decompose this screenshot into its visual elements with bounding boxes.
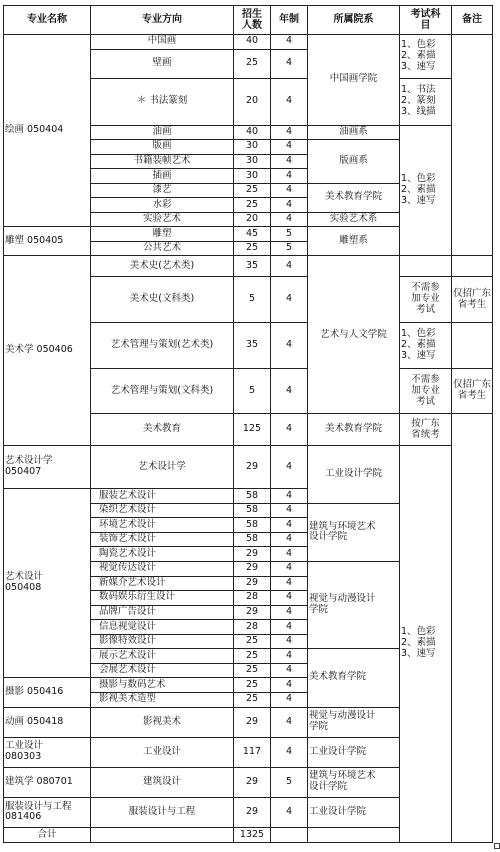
header-row — [4, 6, 493, 35]
direction-cell: 服装艺术设计 — [91, 489, 234, 504]
years-cell: 4 — [271, 663, 308, 678]
note-cell — [452, 35, 493, 256]
note-cell — [452, 256, 493, 277]
direction-cell: 信息视觉设计 — [91, 620, 234, 635]
enroll-cell: 40 — [234, 125, 271, 140]
direction-cell: 实验艺术 — [91, 212, 234, 227]
exam-cell: 不需参 加专业 考试 — [400, 277, 452, 323]
major-cell: 摄影 050416 — [4, 678, 91, 707]
exam-cell: 1、色彩 2、素描 3、速写 — [400, 35, 452, 79]
enroll-cell: 29 — [234, 767, 271, 797]
major-cell: 艺术设计 050408 — [4, 489, 91, 678]
header-direction: 专业方向 — [91, 6, 234, 35]
direction-cell: 视觉传达设计 — [91, 562, 234, 577]
college-cell — [308, 828, 400, 843]
years-cell: 4 — [271, 277, 308, 323]
years-cell: 4 — [271, 620, 308, 635]
direction-cell: 雕塑 — [91, 227, 234, 242]
table-row — [4, 35, 493, 50]
enroll-cell: 30 — [234, 154, 271, 169]
years-cell: 4 — [271, 591, 308, 606]
enroll-cell: 125 — [234, 414, 271, 445]
direction-cell: 影视美术 — [91, 707, 234, 737]
years-cell: 5 — [271, 767, 308, 797]
college-cell: 版画系 — [308, 140, 400, 184]
direction-cell: 美术教育 — [91, 414, 234, 445]
direction-cell: 公共艺术 — [91, 241, 234, 256]
college-cell: 视觉与动漫设计 学院 — [308, 707, 400, 737]
college-cell: 美术教育学院 — [308, 649, 400, 707]
college-cell: 工业设计学院 — [308, 737, 400, 767]
enroll-cell: 25 — [234, 692, 271, 707]
direction-cell: 会展艺术设计 — [91, 663, 234, 678]
enroll-cell: 35 — [234, 322, 271, 368]
years-cell: 4 — [271, 737, 308, 767]
direction-cell: 影像特效设计 — [91, 634, 234, 649]
college-cell: 美术教育学院 — [308, 414, 400, 445]
enroll-cell: 25 — [234, 663, 271, 678]
exam-cell: 1、色彩 2、素描 3、速写 — [400, 445, 452, 842]
direction-cell: 品牌广告设计 — [91, 605, 234, 620]
years-cell: 4 — [271, 634, 308, 649]
enroll-cell: 29 — [234, 576, 271, 591]
years-cell: 4 — [271, 605, 308, 620]
direction-cell: 美术史(文科类) — [91, 277, 234, 323]
direction-cell: 工业设计 — [91, 737, 234, 767]
direction-cell: 中国画 — [91, 35, 234, 50]
enroll-cell: 58 — [234, 489, 271, 504]
major-cell: 艺术设计学 050407 — [4, 445, 91, 489]
enroll-cell: 29 — [234, 445, 271, 489]
college-cell: 艺术与人文学院 — [308, 256, 400, 414]
enroll-cell: 40 — [234, 35, 271, 50]
college-cell: 视觉与动漫设计 学院 — [308, 562, 400, 649]
major-cell: 绘画 050404 — [4, 35, 91, 227]
years-cell: 5 — [271, 241, 308, 256]
years-cell: 4 — [271, 140, 308, 155]
direction-cell: 插画 — [91, 169, 234, 184]
direction-cell — [91, 828, 234, 843]
enroll-cell: 20 — [234, 78, 271, 125]
major-cell: 美术学 050406 — [4, 256, 91, 445]
enroll-cell: 5 — [234, 277, 271, 323]
table-row — [4, 445, 493, 489]
direction-cell: 新媒介艺术设计 — [91, 576, 234, 591]
years-cell: 4 — [271, 518, 308, 533]
exam-cell: 按广东 省统考 — [400, 414, 452, 445]
enroll-cell: 5 — [234, 368, 271, 414]
years-cell: 4 — [271, 35, 308, 50]
years-cell: 4 — [271, 649, 308, 664]
enroll-cell: 25 — [234, 49, 271, 78]
major-cell: 工业设计 080303 — [4, 737, 91, 767]
direction-cell: 摄影与数码艺术 — [91, 678, 234, 693]
direction-cell: 壁画 — [91, 49, 234, 78]
years-cell: 4 — [271, 445, 308, 489]
years-cell: 4 — [271, 678, 308, 693]
enroll-cell: 58 — [234, 518, 271, 533]
college-cell: 建筑与环境艺术 设计学院 — [308, 503, 400, 561]
years-cell — [271, 828, 308, 843]
major-cell: 建筑学 080701 — [4, 767, 91, 797]
header-years: 年制 — [271, 6, 308, 35]
enroll-cell: 25 — [234, 198, 271, 213]
direction-cell: 装饰艺术设计 — [91, 532, 234, 547]
college-cell: 美术教育学院 — [308, 183, 400, 212]
direction-cell: 美术史(艺术类) — [91, 256, 234, 277]
enroll-cell: 30 — [234, 169, 271, 184]
enroll-cell: 25 — [234, 241, 271, 256]
enrollment-table — [3, 5, 493, 843]
total-enroll: 1325 — [234, 828, 271, 843]
years-cell: 4 — [271, 414, 308, 445]
direction-cell: 数码娱乐衍生设计 — [91, 591, 234, 606]
direction-cell: 陶瓷艺术设计 — [91, 547, 234, 562]
college-cell: 建筑与环境艺术 设计学院 — [308, 767, 400, 797]
direction-cell: ＊ 书法篆刻 — [91, 78, 234, 125]
enroll-cell: 29 — [234, 797, 271, 827]
college-cell: 中国画学院 — [308, 35, 400, 125]
note-cell: 仅招广东 省考生 — [452, 277, 493, 323]
years-cell: 4 — [271, 532, 308, 547]
direction-cell: 影视美术造型 — [91, 692, 234, 707]
enroll-cell: 25 — [234, 678, 271, 693]
enroll-cell: 29 — [234, 562, 271, 577]
enroll-cell: 25 — [234, 183, 271, 198]
enroll-cell: 29 — [234, 605, 271, 620]
years-cell: 4 — [271, 368, 308, 414]
table-row — [4, 256, 493, 277]
enroll-cell: 25 — [234, 634, 271, 649]
exam-cell — [400, 256, 452, 277]
enroll-cell: 28 — [234, 591, 271, 606]
years-cell: 4 — [271, 797, 308, 827]
enroll-cell: 25 — [234, 649, 271, 664]
years-cell: 4 — [271, 169, 308, 184]
direction-cell: 建筑设计 — [91, 767, 234, 797]
enroll-cell: 58 — [234, 503, 271, 518]
years-cell: 4 — [271, 78, 308, 125]
header-enroll: 招生 人数 — [234, 6, 271, 35]
note-cell: 仅招广东 省考生 — [452, 368, 493, 414]
direction-cell: 版画 — [91, 140, 234, 155]
enroll-cell: 20 — [234, 212, 271, 227]
years-cell: 4 — [271, 562, 308, 577]
note-cell — [452, 322, 493, 368]
years-cell: 4 — [271, 503, 308, 518]
college-cell: 实验艺术系 — [308, 212, 400, 227]
enroll-cell: 28 — [234, 620, 271, 635]
direction-cell: 艺术管理与策划(艺术类) — [91, 322, 234, 368]
direction-cell: 书籍装帧艺术 — [91, 154, 234, 169]
direction-cell: 展示艺术设计 — [91, 649, 234, 664]
college-cell: 油画系 — [308, 125, 400, 140]
college-cell: 雕塑系 — [308, 227, 400, 256]
exam-cell: 1、色彩 2、素描 3、速写 — [400, 125, 452, 256]
years-cell: 4 — [271, 576, 308, 591]
college-cell: 工业设计学院 — [308, 797, 400, 827]
enroll-cell: 29 — [234, 547, 271, 562]
enroll-cell: 117 — [234, 737, 271, 767]
exam-cell: 不需参 加专业 考试 — [400, 368, 452, 414]
years-cell: 4 — [271, 49, 308, 78]
total-label: 合计 — [4, 828, 91, 843]
resize-handle — [494, 843, 500, 849]
years-cell: 4 — [271, 547, 308, 562]
years-cell: 4 — [271, 489, 308, 504]
direction-cell: 服装设计与工程 — [91, 797, 234, 827]
college-cell: 工业设计学院 — [308, 445, 400, 503]
years-cell: 4 — [271, 212, 308, 227]
major-cell: 服装设计与工程 081406 — [4, 797, 91, 827]
direction-cell: 艺术设计学 — [91, 445, 234, 489]
years-cell: 4 — [271, 198, 308, 213]
enroll-cell: 45 — [234, 227, 271, 242]
direction-cell: 油画 — [91, 125, 234, 140]
years-cell: 4 — [271, 707, 308, 737]
direction-cell: 漆艺 — [91, 183, 234, 198]
years-cell: 5 — [271, 227, 308, 242]
exam-cell: 1、色彩 2、素描 3、速写 — [400, 322, 452, 368]
enroll-cell: 35 — [234, 256, 271, 277]
direction-cell: 艺术管理与策划(文科类) — [91, 368, 234, 414]
header-college: 所属院系 — [308, 6, 400, 35]
years-cell: 4 — [271, 183, 308, 198]
years-cell: 4 — [271, 256, 308, 277]
years-cell: 4 — [271, 154, 308, 169]
direction-cell: 环境艺术设计 — [91, 518, 234, 533]
years-cell: 4 — [271, 322, 308, 368]
major-cell: 雕塑 050405 — [4, 227, 91, 256]
enroll-cell: 58 — [234, 532, 271, 547]
enroll-cell: 30 — [234, 140, 271, 155]
years-cell: 4 — [271, 692, 308, 707]
direction-cell: 染织艺术设计 — [91, 503, 234, 518]
note-cell — [452, 414, 493, 843]
header-exam: 考试科 目 — [400, 6, 452, 35]
years-cell: 4 — [271, 125, 308, 140]
header-note: 备注 — [452, 6, 493, 35]
major-cell: 动画 050418 — [4, 707, 91, 737]
enroll-cell: 29 — [234, 707, 271, 737]
header-major: 专业名称 — [4, 6, 91, 35]
exam-cell: 1、书法 2、篆刻 3、线描 — [400, 78, 452, 125]
direction-cell: 水彩 — [91, 198, 234, 213]
